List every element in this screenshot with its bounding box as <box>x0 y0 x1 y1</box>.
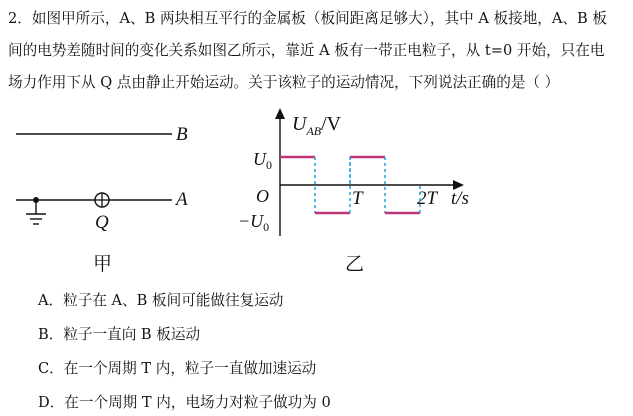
x-axis-label: t/s <box>451 188 469 209</box>
origin-label: O <box>256 186 269 206</box>
plate-a-label: A <box>176 189 188 210</box>
charge-q-icon <box>95 193 109 207</box>
y-axis-arrow-icon <box>275 108 285 119</box>
figure-yi-caption: 乙 <box>345 253 365 275</box>
neg-u0-label: $-U_0$ <box>238 211 270 234</box>
question-line-3: 场力作用下从 Q 点由静止开始运动。关于该粒子的运动情况，下列说法正确的是（ ） <box>8 74 560 91</box>
u-t-chart <box>238 104 478 244</box>
ground-symbol <box>26 197 46 224</box>
option-a: A．粒子在 A、B 板间可能做往复运动 <box>38 292 284 309</box>
y-axis-label: $U_{AB}/V$ <box>292 113 342 138</box>
option-b: B．粒子一直向 B 板运动 <box>38 326 201 343</box>
tick-label-2t: 2T <box>417 188 438 209</box>
option-d: D．在一个周期 T 内，电场力对粒子做功为 0 <box>38 394 331 411</box>
option-c: C．在一个周期 T 内，粒子一直做加速运动 <box>38 360 317 377</box>
point-q-label: Q <box>95 212 109 233</box>
figure-jia-caption: 甲 <box>93 253 113 275</box>
u0-label: $U_0$ <box>253 149 272 172</box>
plate-b-label: B <box>176 124 188 145</box>
tick-label-t: T <box>352 188 363 209</box>
question-line-2: 间的电势差随时间的变化关系如图乙所示，靠近 A 板有一带正电粒子，从 t=0 开始，只在电 <box>8 42 605 59</box>
question-line-1: 2．如图甲所示，A、B 两块相互平行的金属板（板间距离足够大），其中 A 板接地，A、B 板 <box>8 10 607 27</box>
